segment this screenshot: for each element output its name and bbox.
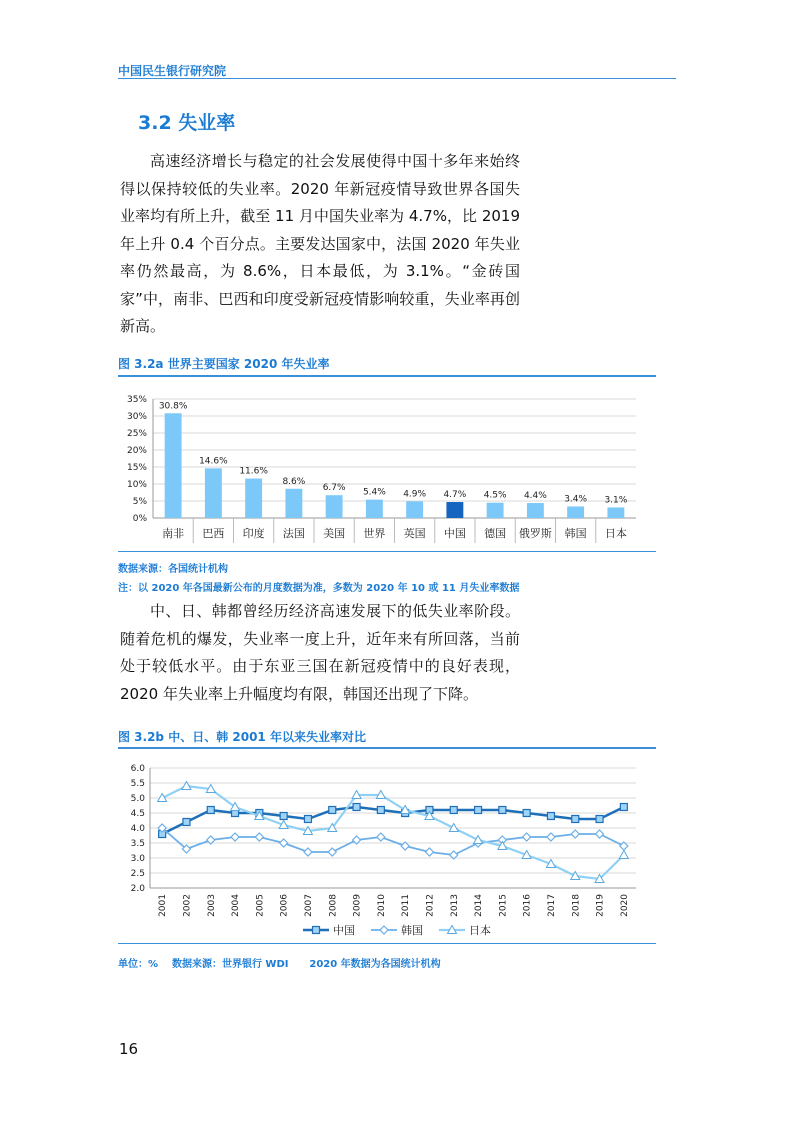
series-triangle xyxy=(158,782,629,883)
bar xyxy=(487,503,504,518)
x-tick-label: 法国 xyxy=(282,527,305,540)
legend-label: 韩国 xyxy=(401,924,423,937)
point xyxy=(329,807,336,814)
data-label: 3.1% xyxy=(604,495,628,506)
point xyxy=(280,839,288,847)
point xyxy=(280,813,287,820)
y-tick-label: 2.0 xyxy=(130,884,145,894)
x-tick-label: 2011 xyxy=(401,894,412,917)
point xyxy=(620,804,627,811)
x-tick-label: 2001 xyxy=(158,894,169,917)
y-tick-label: 10% xyxy=(126,480,147,490)
point xyxy=(450,807,457,814)
data-label: 8.6% xyxy=(282,476,306,487)
x-tick-label: 2012 xyxy=(425,894,436,917)
x-tick-label: 印度 xyxy=(242,527,265,540)
data-label: 14.6% xyxy=(199,456,228,467)
bar xyxy=(567,506,584,518)
x-tick-label: 2015 xyxy=(498,894,509,917)
figure-1-bottom-rule xyxy=(118,551,656,552)
x-tick-label: 巴西 xyxy=(202,527,225,540)
legend-label: 日本 xyxy=(469,924,491,937)
legend-label: 中国 xyxy=(333,924,355,937)
series-square xyxy=(159,804,628,838)
point xyxy=(596,830,604,838)
figure-2-title: 图 3.2b 中、日、韩 2001 年以来失业率对比 xyxy=(118,730,366,744)
y-tick-label: 20% xyxy=(126,446,147,456)
series-diamond xyxy=(158,824,628,859)
point xyxy=(304,816,311,823)
legend-item xyxy=(303,923,355,937)
point xyxy=(377,807,384,814)
figure-2-note: 单位：% 数据来源：世界银行 WDI 2020 年数据为各国统计机构 xyxy=(118,959,441,970)
y-tick-label: 5.0 xyxy=(130,794,145,804)
data-label: 4.5% xyxy=(483,490,507,501)
bar xyxy=(285,489,302,518)
y-tick-label: 3.5 xyxy=(130,839,145,849)
point xyxy=(353,804,360,811)
y-tick-label: 3.0 xyxy=(130,854,145,864)
y-tick-label: 4.0 xyxy=(130,824,145,834)
x-tick-label: 2004 xyxy=(231,894,242,917)
x-tick-label: 2006 xyxy=(279,894,290,917)
point xyxy=(255,833,263,841)
paragraph-2 xyxy=(120,598,520,708)
point xyxy=(207,807,214,814)
bar xyxy=(446,502,463,518)
point xyxy=(547,833,555,841)
x-tick-label: 美国 xyxy=(323,527,346,540)
paragraph-2-text: 中、日、韩都曾经历经济高速发展下的低失业率阶段。随着危机的爆发，失业率一度上升，近年来有所回落，当前处于较低水平。由于东亚三国在新冠疫情中的良好表现，2020 年失业率上升幅度均有限，韩国还出现了下降。 xyxy=(120,602,520,703)
figure-1-source: 数据来源：各国统计机构 xyxy=(118,564,228,575)
figure-1-note: 注：以 2020 年各国最新公布的月度数据为准，多数为 2020 年 10 或 11 月失业率数据 xyxy=(118,583,520,594)
x-tick-label: 2007 xyxy=(303,894,314,917)
x-tick-label: 2005 xyxy=(255,894,266,917)
paragraph-1-text: 高速经济增长与稳定的社会发展使得中国十多年来始终得以保持较低的失业率。2020 年新冠疫情导致世界各国失业率均有所上升，截至 11 月中国失业率为 4.7%，比 2019 年上升 0.4 个百分点。主要发达国家中，法国 2020 年失业率仍然最高，为 8.6%，日本最低，为 3.1%。“金砖国家”中，南非、巴西和印度受新冠疫情影响较重，失业率再创新高。 xyxy=(120,152,520,335)
x-tick-label: 英国 xyxy=(403,527,426,540)
x-tick-label: 南非 xyxy=(162,527,185,540)
x-tick-label: 2002 xyxy=(182,894,193,917)
x-tick-label: 2009 xyxy=(352,894,363,917)
series-line xyxy=(162,828,624,855)
x-tick-label: 2014 xyxy=(474,894,485,917)
point xyxy=(328,848,336,856)
legend-item xyxy=(439,923,491,937)
y-tick-label: 15% xyxy=(126,463,147,473)
bar xyxy=(607,507,624,518)
bar xyxy=(366,500,383,518)
x-tick-label: 2017 xyxy=(546,894,557,917)
bar-chart xyxy=(118,385,656,550)
y-tick-label: 30% xyxy=(126,412,147,422)
bar xyxy=(165,413,182,518)
x-tick-label: 德国 xyxy=(484,527,507,540)
figure-2-bottom-rule xyxy=(118,943,656,944)
data-label: 4.9% xyxy=(403,489,427,500)
x-tick-label: 日本 xyxy=(604,527,627,540)
y-tick-label: 35% xyxy=(126,395,147,405)
paragraph-1 xyxy=(120,148,520,341)
point xyxy=(572,816,579,823)
page-number: 16 xyxy=(119,1040,139,1058)
y-tick-label: 2.5 xyxy=(130,869,145,879)
figure-1-top-rule xyxy=(118,375,656,377)
bar xyxy=(326,495,343,518)
point xyxy=(183,819,190,826)
x-tick-label: 2016 xyxy=(522,894,533,917)
data-label: 4.4% xyxy=(523,491,547,502)
x-tick-label: 2003 xyxy=(206,894,217,917)
point xyxy=(231,833,239,841)
point xyxy=(547,813,554,820)
x-tick-label: 2019 xyxy=(595,894,606,917)
x-tick-label: 2013 xyxy=(449,894,460,917)
point xyxy=(380,926,388,934)
line-chart xyxy=(118,755,656,941)
x-tick-label: 2010 xyxy=(376,894,387,917)
y-tick-label: 25% xyxy=(126,429,147,439)
data-label: 4.7% xyxy=(443,490,467,501)
x-tick-label: 2020 xyxy=(619,894,630,917)
x-tick-label: 2008 xyxy=(328,894,339,917)
point xyxy=(475,807,482,814)
point xyxy=(304,848,312,856)
y-tick-label: 5% xyxy=(132,497,147,507)
point xyxy=(619,851,628,859)
y-tick-label: 6.0 xyxy=(130,764,145,774)
header-title: 中国民生银行研究院 xyxy=(118,64,227,78)
x-tick-label: 世界 xyxy=(363,527,386,540)
point xyxy=(571,830,579,838)
point xyxy=(523,833,531,841)
data-label: 3.4% xyxy=(564,494,588,505)
x-tick-label: 中国 xyxy=(443,527,466,540)
figure-2-top-rule xyxy=(118,747,656,749)
y-tick-label: 4.5 xyxy=(130,809,145,819)
point xyxy=(499,807,506,814)
x-tick-label: 2018 xyxy=(571,894,582,917)
y-tick-label: 0% xyxy=(132,514,147,524)
bar xyxy=(245,479,262,518)
data-label: 6.7% xyxy=(322,483,346,494)
point xyxy=(596,816,603,823)
point xyxy=(313,927,320,934)
point xyxy=(523,810,530,817)
bar xyxy=(205,468,222,518)
y-tick-label: 5.5 xyxy=(130,779,145,789)
figure-1-title: 图 3.2a 世界主要国家 2020 年失业率 xyxy=(118,357,330,371)
x-tick-label: 韩国 xyxy=(564,527,587,540)
data-label: 11.6% xyxy=(239,466,268,477)
section-title: 3.2 失业率 xyxy=(138,112,236,134)
data-label: 30.8% xyxy=(158,401,188,412)
header-rule xyxy=(118,78,676,79)
point xyxy=(377,833,385,841)
legend-item xyxy=(371,923,423,937)
data-label: 5.4% xyxy=(362,487,386,498)
x-tick-label: 俄罗斯 xyxy=(518,527,552,540)
point xyxy=(425,848,433,856)
bar xyxy=(406,501,423,518)
bar xyxy=(527,503,544,518)
